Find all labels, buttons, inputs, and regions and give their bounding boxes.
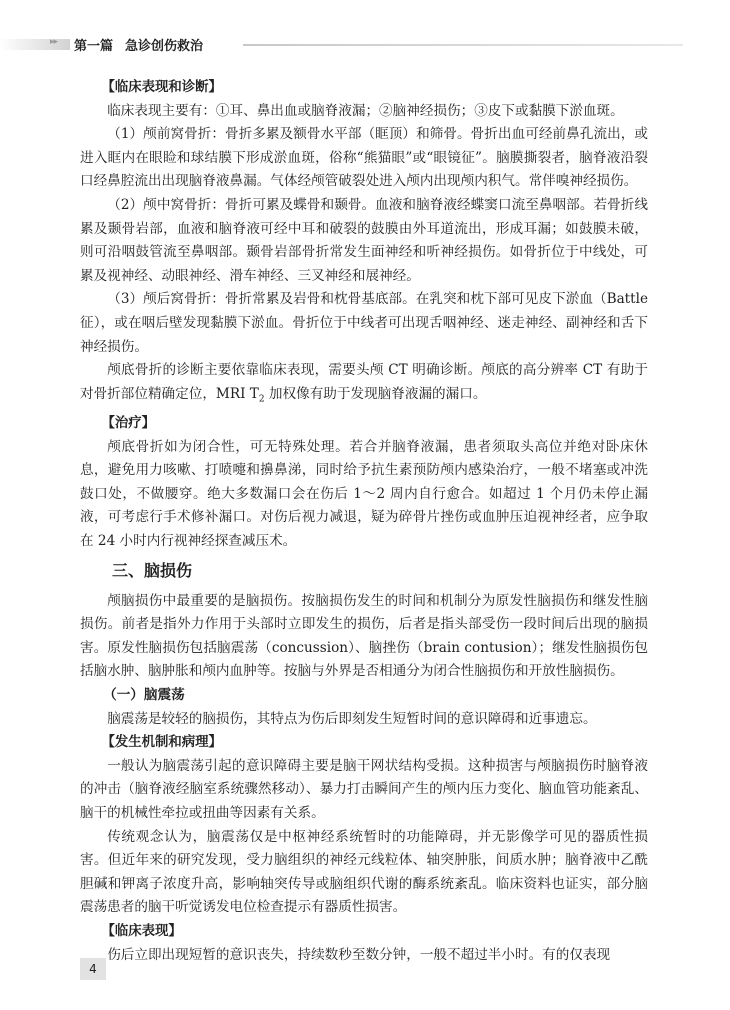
running-header [0,34,730,56]
page-body [80,76,648,967]
mechanism-paragraph-2: 传统观念认为，脑震荡仅是中枢神经系统暂时的功能障碍，并无影像学可见的器质性损害。但近年来的研究发现，受力脑组织的神经元线粒体、轴突肿胀，间质水肿；脑脊液中乙酰胆碱和钾离子浓度升高，影响轴突传导或脑组织代谢的酶系统紊乱。临床资料也证实，部分脑震荡患者的脑干听觉诱发电位检查提示有器质性损害。 [80,828,648,916]
diagnosis-subscript: 2 [258,394,265,405]
header-gradient-bar [0,39,70,50]
anterior-fossa-paragraph: （1）颅前窝骨折：骨折多累及额骨水平部（眶顶）和筛骨。骨折出血可经前鼻孔流出，或进入眶内在眼睑和球结膜下形成淤血斑，俗称“熊猫眼”或“眼镜征”。脑膜撕裂者，脑脊液沿裂口经鼻腔流出出现脑脊液鼻漏。气体经颅管破裂处进入颅内出现颅内积气。常伴嗅神经损伤。 [80,126,648,190]
concussion-heading: （一）脑震荡 [103,686,185,703]
concussion-definition: 脑震荡是较轻的脑损伤，其特点为伤后即刻发生短暂时间的意识障碍和近事遗忘。 [107,710,597,727]
mechanism-paragraph-1: 一般认为脑震荡引起的意识障碍主要是脑干网状结构受损。这种损害与颅脑损伤时脑脊液的冲击（脑脊液经脑室系统骤然移动）、暴力打击瞬间产生的颅内压力变化、脑血管功能紊乱、脑干的机械性牵拉或扭曲等因素有关系。 [80,757,648,821]
diagnosis-text-b: 加权像有助于发现脑脊液漏的漏口。 [264,385,487,402]
clinical2-heading: 【临床表现】 [101,923,182,939]
clinical-intro: 临床表现主要有：①耳、鼻出血或脑脊液漏；②脑神经损伤；③皮下或黏膜下淤血斑。 [107,102,624,119]
treatment-paragraph: 颅底骨折如为闭合性，可无特殊处理。若合并脑脊液漏，患者须取头高位并绝对卧床休息，避免用力咳嗽、打喷嚏和擤鼻涕，同时给予抗生素预防颅内感染治疗，一般不堵塞或冲洗鼓口处，不做腰穿。绝大多数漏口会在伤后 1～2 周内自行愈合。如超过 1 个月仍未停止漏液，可考虑行手术修补漏口。对伤后视力减退，疑为碎骨片挫伤或血肿压迫视神经者，应争取在 24 小时内行视神经探查减压术。 [80,438,648,549]
middle-fossa-paragraph: （2）颅中窝骨折：骨折可累及蝶骨和颞骨。血液和脑脊液经蝶窦口流至鼻咽部。若骨折线累及颞骨岩部，血液和脑脊液可经中耳和破裂的鼓膜由外耳道流出，形成耳漏；如鼓膜未破，则可沿咽鼓管流至鼻咽部。颞骨岩部骨折常发生面神经和听神经损伤。如骨折位于中线处，可累及视神经、动眼神经、滑车神经、三叉神经和展神经。 [80,196,648,284]
section-heading: 三、脑损伤 [112,560,193,580]
header-arrows-icon: ▸▸ [50,37,58,47]
treatment-heading: 【治疗】 [101,416,155,432]
brain-injury-intro: 颅脑损伤中最重要的是脑损伤。按脑损伤发生的时间和机制分为原发性脑损伤和继发性脑损伤。前者是指外力作用于头部时立即发生的损伤，后者是指头部受伤一段时间后出现的脑损害。原发性脑损伤包括脑震荡（concussion）、脑挫伤（brain contusion）；继发性脑损伤包括脑水肿、脑肿胀和颅内血肿等。按脑与外界是否相通分为闭合性脑损伤和开放性脑损伤。 [80,592,648,680]
header-rule [243,44,683,46]
page-number: 4 [80,958,106,980]
posterior-fossa-paragraph: （3）颅后窝骨折：骨折常累及岩骨和枕骨基底部。在乳突和枕下部可见皮下淤血（Battle 征），或在咽后壁发现黏膜下淤血。骨折位于中线者可出现舌咽神经、迷走神经、副神经和舌下神经损伤。 [80,291,648,355]
diagnosis-text-a: 颅底骨折的诊断主要依靠临床表现，需要头颅 CT 明确诊断。颅底的高分辨率 CT 有助于对骨折部位精确定位，MRI T [80,362,648,402]
mechanism-heading: 【发生机制和病理】 [101,735,222,751]
header-title [74,35,203,54]
header-chapter: 第一篇 [74,39,114,54]
clinical-heading: 【临床表现和诊断】 [101,80,222,95]
clinical2-paragraph: 伤后立即出现短暂的意识丧失，持续数秒至数分钟，一般不超过半小时。有的仅表现 [107,946,611,963]
diagnosis-paragraph [80,359,648,412]
header-chapter-title: 急诊创伤救治 [125,39,204,54]
